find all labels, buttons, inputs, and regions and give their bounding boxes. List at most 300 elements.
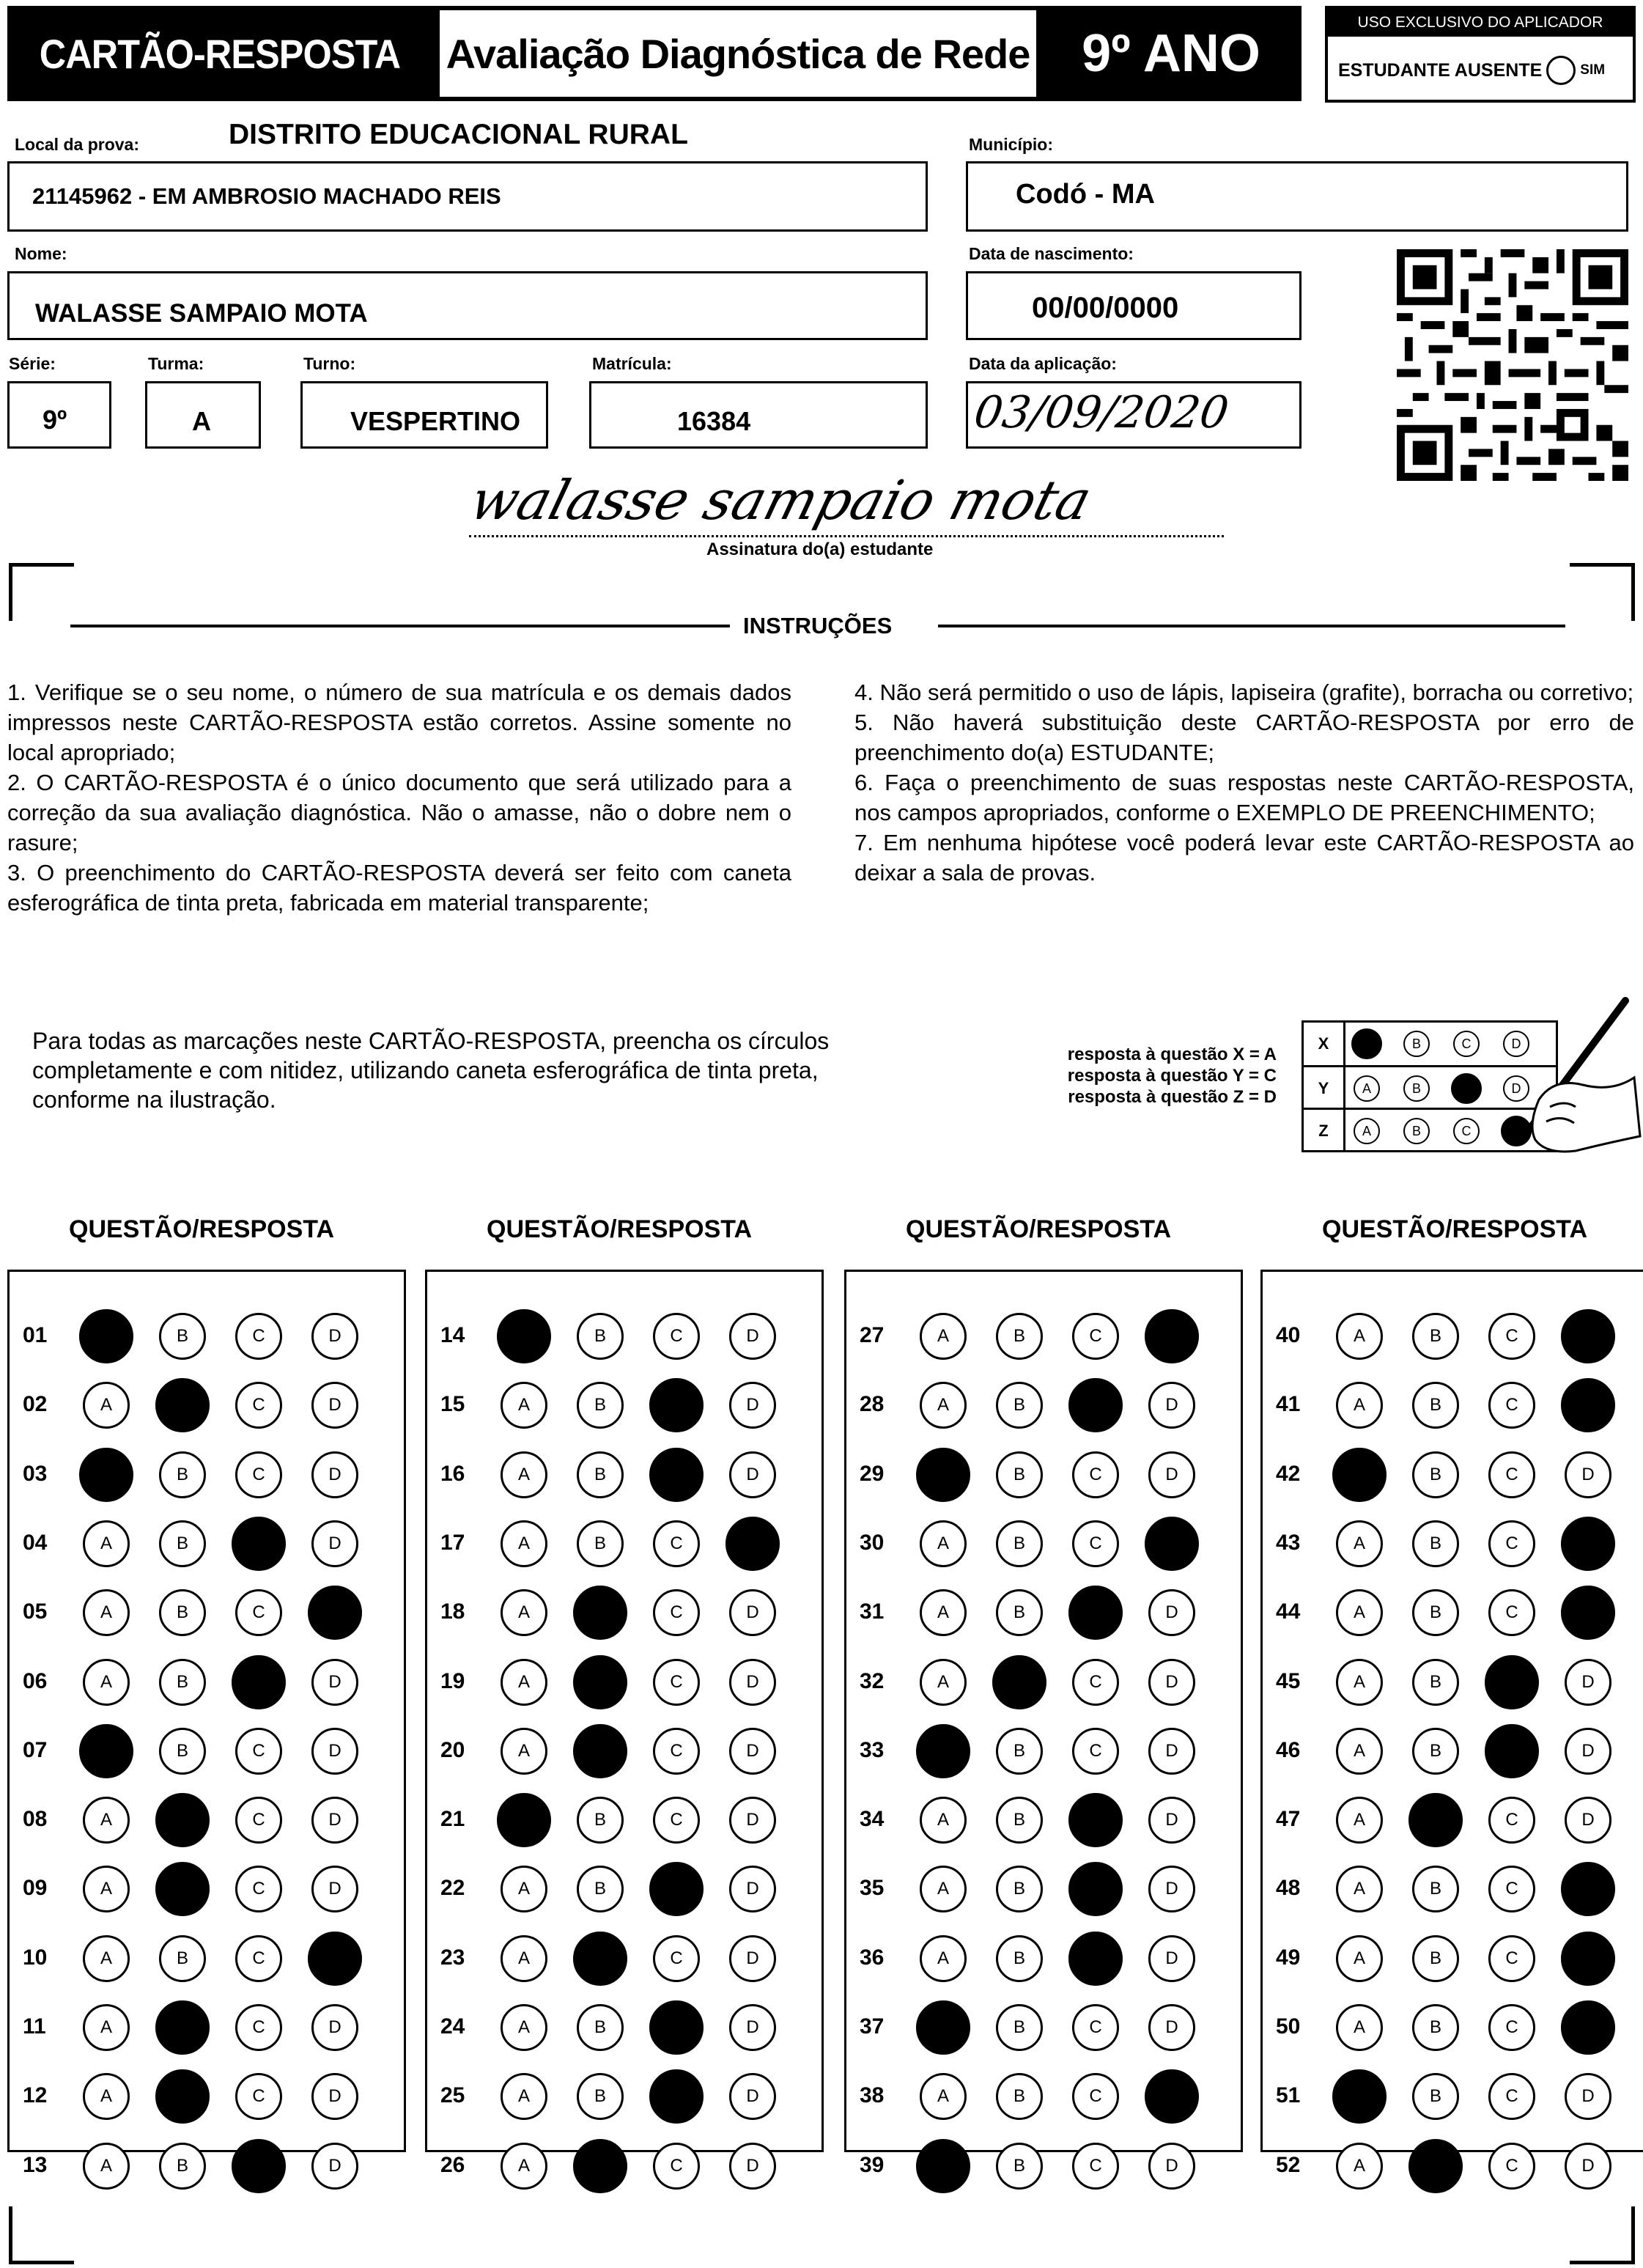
question-number: 23: [440, 1945, 465, 1970]
answer-bubble-b[interactable]: B: [159, 1520, 206, 1567]
answer-bubble-a[interactable]: A: [501, 1659, 547, 1706]
answer-bubble-b[interactable]: [155, 2000, 210, 2055]
answer-bubble-a[interactable]: [79, 1724, 133, 1778]
answer-bubble-d[interactable]: [1145, 2069, 1199, 2124]
answer-bubble-a[interactable]: A: [83, 1659, 130, 1706]
answer-bubble-a[interactable]: A: [1336, 1382, 1383, 1429]
question-number: 22: [440, 1876, 465, 1901]
question-row-41: [1263, 1376, 1643, 1435]
answer-bubble-d[interactable]: D: [729, 2073, 776, 2120]
answer-bubble-c[interactable]: C: [1072, 2004, 1119, 2051]
answer-bubble-b[interactable]: [1408, 1793, 1463, 1847]
answer-bubble-d[interactable]: D: [1148, 1589, 1195, 1636]
question-number: 50: [1276, 2014, 1301, 2039]
answer-bubble-b[interactable]: B: [996, 1935, 1043, 1982]
absent-checkbox[interactable]: [1546, 56, 1576, 85]
answer-bubble-d[interactable]: D: [311, 1520, 358, 1567]
example-bubble-c: [1451, 1073, 1482, 1104]
instructions-left: [7, 677, 791, 918]
question-number: 27: [860, 1323, 885, 1347]
answer-bubble-a[interactable]: A: [1336, 2143, 1383, 2190]
answer-bubble-b[interactable]: B: [996, 2004, 1043, 2051]
answer-bubble-d[interactable]: [1561, 1378, 1615, 1432]
answer-bubble-c[interactable]: C: [653, 1313, 700, 1360]
answer-bubble-d[interactable]: [1561, 1309, 1615, 1363]
answer-bubble-d[interactable]: [1561, 2000, 1615, 2055]
example-bubble-a: A: [1354, 1075, 1380, 1102]
instruction-3: 3. O preenchimento do CARTÃO-RESPOSTA deverá ser feito com caneta esferográfica de tinta preta, fabricada em material transparente;: [7, 860, 791, 916]
answer-bubble-c[interactable]: C: [1072, 1728, 1119, 1775]
example-text: Para todas as marcações neste CARTÃO-RESPOSTA, preencha os círculos completamente e com nitidez, utilizando caneta esferográfica de tinta preta, conforme na ilustração.: [32, 1028, 830, 1113]
answer-bubble-b[interactable]: B: [996, 1313, 1043, 1360]
answer-bubble-d[interactable]: D: [729, 1866, 776, 1912]
answer-bubble-c[interactable]: [232, 2139, 286, 2193]
answer-bubble-c[interactable]: C: [1488, 1935, 1535, 1982]
question-row-26: [427, 2137, 822, 2195]
answer-bubble-b[interactable]: B: [996, 2073, 1043, 2120]
frame-corner-bottom-left: [9, 2206, 74, 2264]
answer-bubble-c[interactable]: [649, 2069, 704, 2124]
question-number: 09: [23, 1876, 48, 1901]
question-number: 16: [440, 1461, 465, 1486]
answer-bubble-b[interactable]: B: [159, 1728, 206, 1775]
answer-bubble-b[interactable]: [573, 1586, 627, 1640]
answer-bubble-d[interactable]: [1561, 1862, 1615, 1916]
question-row-22: [427, 1860, 822, 1918]
question-row-16: [427, 1446, 822, 1504]
question-number: 34: [860, 1807, 885, 1832]
question-row-15: [427, 1376, 822, 1435]
answer-bubble-b[interactable]: [155, 1378, 210, 1432]
answer-bubble-c[interactable]: C: [1488, 1313, 1535, 1360]
answer-bubble-c[interactable]: [1068, 1378, 1123, 1432]
question-number: 08: [23, 1807, 48, 1832]
answer-bubble-b[interactable]: [992, 1655, 1046, 1709]
answer-bubble-a[interactable]: [497, 1793, 551, 1847]
answer-bubble-b[interactable]: B: [577, 1313, 624, 1360]
question-row-48: [1263, 1860, 1643, 1918]
question-number: 06: [23, 1668, 48, 1693]
question-row-33: [846, 1722, 1241, 1781]
question-number: 51: [1276, 2083, 1301, 2108]
answer-bubble-a[interactable]: A: [501, 1382, 547, 1429]
frame-corner-bottom-right: [1570, 2206, 1635, 2264]
answer-bubble-c[interactable]: C: [1488, 2073, 1535, 2120]
local-label: Local da prova:: [15, 135, 139, 154]
answer-bubble-a[interactable]: A: [501, 1866, 547, 1912]
question-row-14: [427, 1307, 822, 1366]
answer-bubble-d[interactable]: D: [311, 1313, 358, 1360]
question-row-42: [1263, 1446, 1643, 1504]
question-number: 37: [860, 2014, 885, 2039]
answer-bubble-c[interactable]: C: [235, 1589, 282, 1636]
answer-bubble-d[interactable]: D: [1565, 1728, 1611, 1775]
answer-bubble-b[interactable]: B: [1412, 2073, 1459, 2120]
question-row-44: [1263, 1583, 1643, 1642]
answer-bubble-c[interactable]: C: [653, 1935, 700, 1982]
answer-bubble-b[interactable]: B: [1412, 1935, 1459, 1982]
answer-bubble-d[interactable]: D: [311, 1451, 358, 1498]
answer-bubble-a[interactable]: A: [501, 1520, 547, 1567]
answer-bubble-b[interactable]: B: [577, 2004, 624, 2051]
answer-bubble-a[interactable]: [79, 1309, 133, 1363]
question-row-17: [427, 1514, 822, 1573]
example-bubble-b: B: [1403, 1118, 1430, 1144]
answer-bubble-a[interactable]: A: [83, 1382, 130, 1429]
answer-bubble-a[interactable]: A: [501, 1589, 547, 1636]
answer-bubble-a[interactable]: A: [920, 1313, 967, 1360]
answer-bubble-b[interactable]: [573, 2139, 627, 2193]
answer-bubble-a[interactable]: A: [920, 1866, 967, 1912]
answer-bubble-a[interactable]: [916, 1448, 970, 1502]
serie-label: Série:: [9, 354, 56, 373]
answer-bubble-a[interactable]: A: [83, 2143, 130, 2190]
answer-bubble-d[interactable]: [1145, 1517, 1199, 1571]
answer-bubble-b[interactable]: B: [996, 1797, 1043, 1844]
answer-bubble-a[interactable]: A: [1336, 1797, 1383, 1844]
answer-bubble-b[interactable]: B: [159, 1659, 206, 1706]
answer-bubble-d[interactable]: [1561, 1932, 1615, 1986]
answer-bubble-a[interactable]: [1332, 2069, 1387, 2124]
answer-bubble-a[interactable]: A: [83, 2073, 130, 2120]
answer-bubble-a[interactable]: A: [1336, 1935, 1383, 1982]
matricula-field[interactable]: [589, 381, 928, 449]
answer-bubble-a[interactable]: A: [920, 1382, 967, 1429]
question-number: 52: [1276, 2152, 1301, 2177]
answer-bubble-a[interactable]: A: [920, 1589, 967, 1636]
answer-bubble-b[interactable]: B: [996, 1520, 1043, 1567]
answer-bubble-d[interactable]: D: [1148, 2143, 1195, 2190]
question-number: 47: [1276, 1807, 1301, 1832]
answer-bubble-b[interactable]: B: [159, 2143, 206, 2190]
answer-bubble-d[interactable]: D: [729, 1451, 776, 1498]
answer-bubble-c[interactable]: C: [235, 1728, 282, 1775]
answer-bubble-c[interactable]: C: [235, 1797, 282, 1844]
instructions-right: [854, 677, 1634, 888]
answer-bubble-d[interactable]: D: [1148, 1382, 1195, 1429]
answer-bubble-a[interactable]: A: [1336, 2004, 1383, 2051]
answer-bubble-d[interactable]: D: [1565, 2143, 1611, 2190]
example-bubble-a: [1351, 1028, 1382, 1059]
answer-bubble-b[interactable]: B: [996, 1866, 1043, 1912]
aplicacao-label: Data da aplicação:: [969, 354, 1117, 373]
answer-bubble-d[interactable]: D: [311, 2073, 358, 2120]
answer-bubble-c[interactable]: C: [1072, 2073, 1119, 2120]
answer-bubble-a[interactable]: A: [83, 1520, 130, 1567]
answer-bubble-c[interactable]: C: [1488, 1382, 1535, 1429]
answer-bubble-b[interactable]: B: [996, 1728, 1043, 1775]
question-number: 30: [860, 1530, 885, 1555]
example-legend-x: resposta à questão X = A: [1067, 1045, 1277, 1064]
frame-corner-top-right: [1570, 563, 1635, 621]
answer-bubble-b[interactable]: [573, 1724, 627, 1778]
answer-bubble-c[interactable]: C: [1488, 1866, 1535, 1912]
answer-bubble-b[interactable]: [573, 1932, 627, 1986]
answer-bubble-b[interactable]: B: [577, 1382, 624, 1429]
qr-code: [1397, 249, 1628, 481]
question-row-49: [1263, 1929, 1643, 1988]
answer-bubble-b[interactable]: B: [577, 1520, 624, 1567]
answer-bubble-a[interactable]: [1332, 1448, 1387, 1502]
answer-bubble-c[interactable]: [232, 1517, 286, 1571]
answer-bubble-b[interactable]: B: [1412, 1589, 1459, 1636]
instructions-title: INSTRUÇÕES: [743, 613, 893, 638]
answer-bubble-c[interactable]: C: [235, 2073, 282, 2120]
answer-bubble-d[interactable]: D: [1565, 1797, 1611, 1844]
question-number: 05: [23, 1599, 48, 1624]
answer-bubble-c[interactable]: C: [1488, 2004, 1535, 2051]
answer-bubble-a[interactable]: A: [1336, 1866, 1383, 1912]
answer-bubble-c[interactable]: [1485, 1655, 1539, 1709]
answer-bubble-a[interactable]: A: [501, 1935, 547, 1982]
instruction-7: 7. Em nenhuma hipótese você poderá levar este CARTÃO-RESPOSTA ao deixar a sala de provas.: [854, 830, 1634, 886]
question-row-19: [427, 1653, 822, 1712]
answer-bubble-d[interactable]: D: [729, 2004, 776, 2051]
district-name: DISTRITO EDUCACIONAL RURAL: [229, 119, 688, 150]
question-row-07: [10, 1722, 404, 1781]
applicator-box: [1325, 6, 1636, 103]
answer-bubble-b[interactable]: [155, 1793, 210, 1847]
answer-bubble-a[interactable]: [916, 1724, 970, 1778]
answer-bubble-c[interactable]: C: [1072, 1659, 1119, 1706]
answer-bubble-a[interactable]: A: [920, 1520, 967, 1567]
matricula-value: 16384: [677, 406, 751, 436]
answer-bubble-a[interactable]: [916, 2139, 970, 2193]
answer-bubble-b[interactable]: B: [996, 1382, 1043, 1429]
answer-bubble-d[interactable]: D: [1148, 2004, 1195, 2051]
answer-bubble-d[interactable]: D: [1148, 1935, 1195, 1982]
answer-bubble-c[interactable]: C: [1072, 1520, 1119, 1567]
answer-bubble-c[interactable]: C: [235, 1935, 282, 1982]
question-number: 39: [860, 2152, 885, 2177]
answer-bubble-c[interactable]: [649, 1448, 704, 1502]
question-number: 46: [1276, 1737, 1301, 1762]
answer-bubble-c[interactable]: C: [1072, 1451, 1119, 1498]
question-row-36: [846, 1929, 1241, 1988]
answer-bubble-d[interactable]: D: [729, 1728, 776, 1775]
answer-bubble-d[interactable]: D: [729, 1935, 776, 1982]
answer-bubble-a[interactable]: A: [501, 2004, 547, 2051]
question-row-04: [10, 1514, 404, 1573]
answer-bubble-a[interactable]: [497, 1309, 551, 1363]
answer-bubble-d[interactable]: [725, 1517, 780, 1571]
card-title: CARTÃO-RESPOSTA: [39, 30, 401, 77]
answer-bubble-a[interactable]: A: [501, 1728, 547, 1775]
question-row-45: [1263, 1653, 1643, 1712]
answer-bubble-c[interactable]: C: [1072, 1313, 1119, 1360]
answer-bubble-b[interactable]: [573, 1655, 627, 1709]
answer-bubble-c[interactable]: [649, 1862, 704, 1916]
answer-bubble-d[interactable]: D: [1148, 1866, 1195, 1912]
question-row-18: [427, 1583, 822, 1642]
question-number: 35: [860, 1876, 885, 1901]
answer-bubble-c[interactable]: C: [1488, 1451, 1535, 1498]
answer-bubble-b[interactable]: B: [159, 1313, 206, 1360]
signature: walasse sampaio mota: [463, 469, 1099, 532]
answer-bubble-d[interactable]: D: [311, 2004, 358, 2051]
answer-bubble-d[interactable]: D: [1148, 1659, 1195, 1706]
answer-bubble-b[interactable]: B: [577, 2073, 624, 2120]
answer-bubble-c[interactable]: C: [653, 1797, 700, 1844]
question-number: 40: [1276, 1323, 1301, 1347]
answer-bubble-b[interactable]: [155, 2069, 210, 2124]
answer-bubble-a[interactable]: A: [501, 1451, 547, 1498]
evaluation-title: Avaliação Diagnóstica de Rede: [440, 10, 1036, 97]
answer-bubble-a[interactable]: A: [83, 1866, 130, 1912]
answer-bubble-b[interactable]: B: [577, 1797, 624, 1844]
answer-bubble-d[interactable]: D: [1148, 1797, 1195, 1844]
answer-bubble-c[interactable]: C: [1072, 2143, 1119, 2190]
answer-bubble-c[interactable]: [649, 2000, 704, 2055]
answer-bubble-a[interactable]: A: [501, 2073, 547, 2120]
answer-bubble-a[interactable]: A: [83, 1797, 130, 1844]
answer-bubble-b[interactable]: B: [159, 1451, 206, 1498]
question-row-29: [846, 1446, 1241, 1504]
answer-bubble-c[interactable]: C: [235, 1451, 282, 1498]
answer-bubble-b[interactable]: B: [1412, 1659, 1459, 1706]
question-number: 02: [23, 1392, 48, 1417]
turno-label: Turno:: [303, 354, 356, 373]
question-row-20: [427, 1722, 822, 1781]
answer-bubble-b[interactable]: B: [1412, 1313, 1459, 1360]
answer-bubble-c[interactable]: [1068, 1586, 1123, 1640]
answer-bubble-d[interactable]: D: [729, 1659, 776, 1706]
answer-bubble-d[interactable]: D: [311, 1659, 358, 1706]
question-row-23: [427, 1929, 822, 1988]
question-row-01: [10, 1307, 404, 1366]
answer-bubble-b[interactable]: B: [1412, 1451, 1459, 1498]
question-column-3: [844, 1270, 1243, 2177]
answer-bubble-c[interactable]: C: [235, 1382, 282, 1429]
answer-bubble-c[interactable]: C: [235, 1866, 282, 1912]
answer-bubble-b[interactable]: B: [159, 1935, 206, 1982]
signature-label: Assinatura do(a) estudante: [706, 540, 934, 559]
question-row-37: [846, 1998, 1241, 2057]
answer-bubble-d[interactable]: [308, 1932, 362, 1986]
answer-bubble-b[interactable]: B: [159, 1589, 206, 1636]
question-number: 28: [860, 1392, 885, 1417]
answer-bubble-a[interactable]: A: [1336, 1659, 1383, 1706]
answer-bubble-c[interactable]: C: [1488, 1520, 1535, 1567]
answer-bubble-d[interactable]: [1561, 1586, 1615, 1640]
answer-bubble-a[interactable]: A: [1336, 1520, 1383, 1567]
question-number: 26: [440, 2152, 465, 2177]
answer-bubble-a[interactable]: A: [501, 2143, 547, 2190]
answer-bubble-d[interactable]: [308, 1586, 362, 1640]
answer-bubble-b[interactable]: [1408, 2139, 1463, 2193]
answer-bubble-c[interactable]: [232, 1655, 286, 1709]
answer-bubble-c[interactable]: C: [1488, 1797, 1535, 1844]
answer-bubble-c[interactable]: C: [653, 1520, 700, 1567]
answer-bubble-d[interactable]: [1561, 1517, 1615, 1571]
answer-bubble-c[interactable]: C: [1488, 1589, 1535, 1636]
answer-bubble-c[interactable]: C: [235, 2004, 282, 2051]
grade-title: 9º ANO: [1082, 24, 1260, 83]
answer-bubble-d[interactable]: D: [1565, 2073, 1611, 2120]
question-number: 07: [23, 1737, 48, 1762]
answer-bubble-c[interactable]: C: [1488, 2143, 1535, 2190]
answer-bubble-a[interactable]: A: [920, 1797, 967, 1844]
answer-bubble-d[interactable]: D: [729, 1589, 776, 1636]
answer-bubble-b[interactable]: [155, 1862, 210, 1916]
answer-bubble-a[interactable]: A: [920, 1659, 967, 1706]
answer-bubble-d[interactable]: D: [311, 2143, 358, 2190]
question-number: 20: [440, 1737, 465, 1762]
answer-bubble-b[interactable]: B: [996, 1589, 1043, 1636]
example-bubble-a: A: [1354, 1118, 1380, 1144]
answer-bubble-b[interactable]: B: [1412, 1728, 1459, 1775]
question-row-31: [846, 1583, 1241, 1642]
answer-bubble-d[interactable]: D: [1148, 1728, 1195, 1775]
answer-bubble-d[interactable]: D: [311, 1728, 358, 1775]
answer-bubble-c[interactable]: C: [235, 1313, 282, 1360]
answer-bubble-a[interactable]: A: [83, 2004, 130, 2051]
answer-bubble-c[interactable]: [1068, 1793, 1123, 1847]
instruction-1: 1. Verifique se o seu nome, o número de sua matrícula e os demais dados impressos neste CARTÃO-RESPOSTA estão corretos. Assine somente no local apropriado;: [7, 680, 791, 765]
answer-bubble-d[interactable]: D: [729, 2143, 776, 2190]
answer-bubble-d[interactable]: D: [1565, 1659, 1611, 1706]
answer-bubble-d[interactable]: D: [311, 1866, 358, 1912]
answer-bubble-c[interactable]: [1485, 1724, 1539, 1778]
answer-bubble-b[interactable]: B: [996, 1451, 1043, 1498]
answer-bubble-c[interactable]: C: [653, 1589, 700, 1636]
municipio-value: Codó - MA: [1016, 179, 1155, 210]
answer-bubble-d[interactable]: D: [729, 1382, 776, 1429]
answer-bubble-c[interactable]: [1068, 1932, 1123, 1986]
answer-bubble-b[interactable]: B: [1412, 1382, 1459, 1429]
answer-bubble-d[interactable]: [1145, 1309, 1199, 1363]
answer-bubble-d[interactable]: D: [1148, 1451, 1195, 1498]
question-number: 33: [860, 1737, 885, 1762]
answer-bubble-d[interactable]: D: [311, 1382, 358, 1429]
answer-bubble-d[interactable]: D: [729, 1313, 776, 1360]
question-row-27: [846, 1307, 1241, 1366]
answer-bubble-c[interactable]: C: [653, 1728, 700, 1775]
answer-bubble-a[interactable]: A: [1336, 1589, 1383, 1636]
answer-bubble-c[interactable]: C: [653, 2143, 700, 2190]
question-number: 24: [440, 2014, 465, 2039]
question-number: 25: [440, 2083, 465, 2108]
answer-bubble-d[interactable]: D: [729, 1797, 776, 1844]
answer-bubble-b[interactable]: B: [1412, 1866, 1459, 1912]
answer-bubble-b[interactable]: B: [1412, 2004, 1459, 2051]
municipio-label: Município:: [969, 135, 1053, 154]
question-column-2: [425, 1270, 824, 2177]
answer-bubble-a[interactable]: A: [1336, 1728, 1383, 1775]
answer-bubble-c[interactable]: C: [653, 1659, 700, 1706]
answer-bubble-b[interactable]: B: [996, 2143, 1043, 2190]
answer-bubble-b[interactable]: B: [1412, 1520, 1459, 1567]
answer-bubble-a[interactable]: A: [83, 1589, 130, 1636]
answer-bubble-a[interactable]: A: [1336, 1313, 1383, 1360]
answer-bubble-a[interactable]: [79, 1448, 133, 1502]
answer-bubble-a[interactable]: A: [920, 2073, 967, 2120]
answer-bubble-b[interactable]: B: [577, 1866, 624, 1912]
question-row-09: [10, 1860, 404, 1918]
question-number: 18: [440, 1599, 465, 1624]
question-column-1: [7, 1270, 406, 2177]
question-row-40: [1263, 1307, 1643, 1366]
answer-bubble-c[interactable]: [649, 1378, 704, 1432]
answer-bubble-c[interactable]: [1068, 1862, 1123, 1916]
answer-bubble-b[interactable]: B: [577, 1451, 624, 1498]
answer-bubble-d[interactable]: D: [311, 1797, 358, 1844]
question-column-4: [1260, 1270, 1643, 2177]
answer-bubble-a[interactable]: [916, 2000, 970, 2055]
answer-bubble-d[interactable]: D: [1565, 1451, 1611, 1498]
answer-bubble-a[interactable]: A: [920, 1935, 967, 1982]
answer-bubble-a[interactable]: A: [83, 1935, 130, 1982]
